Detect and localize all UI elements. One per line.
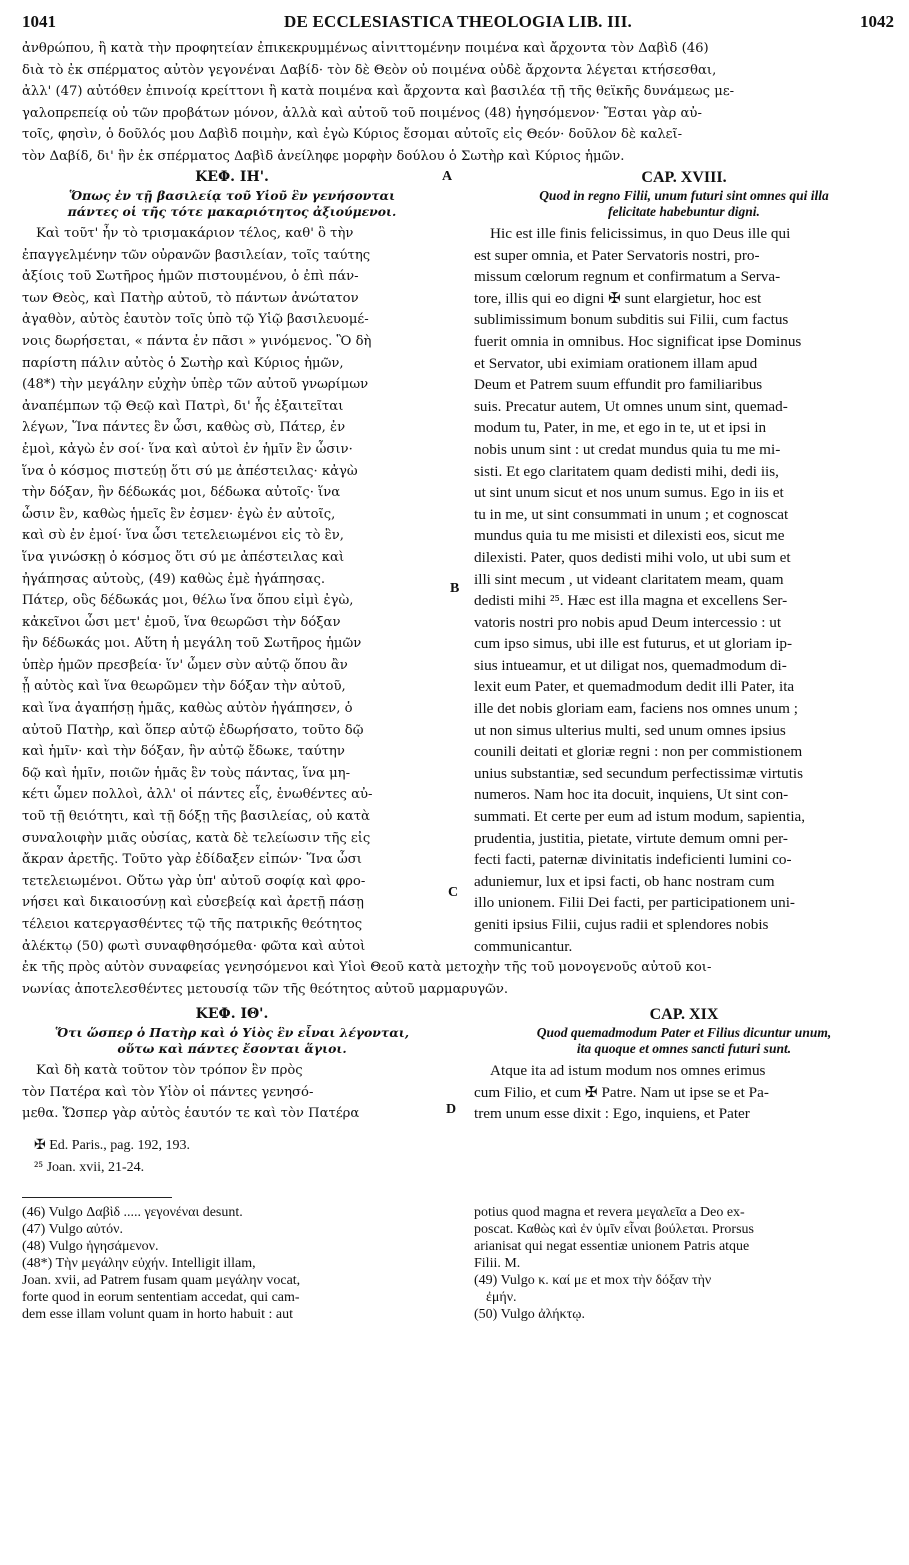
text-line: illi sint mecum , ut videant claritatem meam, quam: [474, 570, 784, 588]
text-line: ut sint unum sicut et nos unum sumus. Ego in iis et: [474, 484, 784, 502]
footnote: (48*) Τὴν μεγάλην εὐχήν. Intelligit illam,: [22, 1255, 256, 1271]
text-line: των Θεὸς, καὶ Πατὴρ αὐτοῦ, τὸ πάντων ἀνώτατον: [22, 290, 359, 306]
text-line: Καὶ δὴ κατὰ τοῦτον τὸν τρόπον ἓν πρὸς: [36, 1063, 303, 1079]
text-line: geniti ipsius Filii, cujus radii et splendores nobis: [474, 916, 769, 933]
section-18: [22, 167, 894, 957]
text-line: καὶ ἡμῖν· καὶ τὴν δόξαν, ἣν αὐτῷ ἔδωκε, ταύτην: [22, 744, 345, 760]
latin-column-19: [474, 1004, 894, 1179]
footnote: Filii. M.: [474, 1255, 521, 1271]
footnote: ἐμήν.: [486, 1289, 517, 1305]
text-line: κέτι ὦμεν πολλοὶ, ἀλλ' οἱ πάντες εἷς, ἑνωθέντες αὐ-: [22, 787, 373, 803]
running-header: [22, 6, 894, 36]
text-line: mundus quia tu me misisti et dilexisti eos, sicut me: [474, 527, 785, 545]
text-line: τοῖς, φησὶν, ὁ δοῦλός μου Δαβὶδ ποιμὴν, καὶ ἐγὼ Κύριος ἔσομαι αὐτοῖς εἰς Θεόν· δοῦλον δὲ καλεῖ-: [22, 127, 683, 142]
latin-column-18: [474, 167, 894, 957]
text-line: sius intueamur, et ut diligat nos, quemadmodum di-: [474, 656, 787, 674]
footnote: (50) Vulgo ἀλήκτῳ.: [474, 1306, 585, 1322]
text-line: Deum et Patrem suum effundit pro familiaribus: [474, 376, 763, 394]
footnote: (47) Vulgo αὐτόν.: [22, 1221, 123, 1237]
footnotes-left: [22, 1191, 442, 1323]
footnote: dem esse illam volunt quam in horto habuit : aut: [22, 1306, 294, 1322]
text-line: μεθα. Ὥσπερ γὰρ αὐτὸς ἑαυτόν τε καὶ τὸν Πατέρα: [22, 1106, 360, 1122]
text-line: καὶ ἵνα ἀγαπήσῃ ἡμᾶς, καθὼς αὐτὸν ἠγάπησεν, ὁ: [22, 701, 353, 717]
text-line: τὴν δόξαν, ἣν δέδωκάς μοι, δέδωκα αὐτοῖς· ἵνα: [22, 485, 341, 501]
text-line: trem unum esse dixit : Ego, inquiens, et Pater: [474, 1105, 750, 1123]
text-line: ἀλλ' (47) αὐτόθεν ἐπινοίᾳ κρείττονι ἢ κατὰ ποιμένα καὶ ἄρχοντα καὶ βασιλέα τῇ τῆς θεϊκῆς δυνάμεως με-: [22, 84, 735, 99]
latin-text-18: [474, 223, 894, 957]
text-line: ὑπὲρ ἡμῶν πρεσβεία· ἵν' ὦμεν σὺν αὐτῷ ὅπου ἂν: [22, 657, 348, 673]
text-line: (48*) τὴν μεγάλην εὐχὴν ὑπὲρ τῶν αὐτοῦ γνωρίμων: [22, 377, 369, 393]
footnote: potius quod magna et revera μεγαλεῖα a Deo ex-: [474, 1204, 745, 1220]
text-line: illo unionem. Filii Dei facti, per participationem uni-: [474, 894, 795, 912]
text-line: fuerit omnia in omnibus. Hoc significat ipse Dominus: [474, 332, 802, 350]
text-line: αὐτοῦ Πατὴρ, καὶ ὅπερ αὐτῷ ἐδωρήσατο, τοῦτο δῷ: [22, 722, 364, 738]
footnote-rule: [22, 1197, 172, 1198]
latin-text-19: [474, 1060, 894, 1125]
text-line: δῷ καὶ ἡμῖν, ποιῶν ἡμᾶς ἓν τοὺς πάντας, ἵνα μη-: [22, 765, 351, 781]
text-line: ἀξίοις τοῦ Σωτῆρος ἡμῶν πιστουμένου, ὁ ἐπὶ πάν-: [22, 269, 359, 285]
edition-notes: [22, 1135, 442, 1179]
latin-chapter-heading-19: CAP. XIX: [649, 1006, 719, 1024]
text-line: κἀκεῖνοι ὦσι μετ' ἐμοῦ, ἵνα θεωρῶσι τὴν δόξαν: [22, 614, 341, 630]
text-line: ἀνθρώπου, ἢ κατὰ τὴν προφητείαν ἐπικεκρυμμένως αἰνιττομένην ποιμένα καὶ ἄρχοντα τὸν Δαβὶδ (46): [22, 41, 709, 56]
text-line: cum ipso simus, ubi ille est futurus, et ut gloriam ip-: [474, 635, 793, 653]
text-line: ut non simus ulterius multi, sed unum omnes ipsius: [474, 721, 786, 739]
latin-chapter-summary-19: Quod quemadmodum Pater et Filius dicuntur unum, ita quoque et omnes sancti futuri sunt.: [536, 1025, 832, 1057]
text-line: νήσει καὶ δικαιοσύνῃ καὶ εὐσεβείᾳ καὶ ἀρετῇ πάσῃ: [22, 895, 364, 911]
mid-greek-block: [22, 957, 894, 1000]
text-line: cum Filio, et cum ✠ Patre. Nam ut ipse se et Pa-: [474, 1083, 769, 1101]
text-line: aduniemur, lux et ipsi facti, ob hanc nostram cum: [474, 872, 775, 890]
text-line: ἀναπέμπων τῷ Θεῷ καὶ Πατρὶ, δι' ἧς ἐξαιτεῖται: [22, 398, 344, 414]
text-line: modum tu, Pater, in me, et ego in te, ut et ipsi in: [474, 419, 767, 437]
text-line: τὸν Δαβίδ, δι' ἣν ἐκ σπέρματος Δαβὶδ ἀνείληφε μορφὴν δούλου ὁ Σωτὴρ καὶ Κύριος ἡμῶν.: [22, 148, 625, 164]
text-line: dilexisti. Pater, quos dedisti mihi volo, ut ubi sum et: [474, 548, 791, 566]
text-line: ἄκραν ἀρετῆς. Τοῦτο γὰρ ἐδίδαξεν εἰπών· Ἵνα ὦσι: [22, 852, 362, 868]
greek-chapter-heading-18: ΚΕΦ. ΙΗ'.: [195, 169, 269, 185]
footnotes-right: [474, 1191, 894, 1323]
footnote: (46) Vulgo Δαβὶδ ..... γεγονέναι desunt.: [22, 1204, 243, 1220]
text-line: sublimissimum bonum subditis sui Filii, cum factus: [474, 311, 789, 329]
edition-reference: ✠ Ed. Paris., pag. 192, 193.: [34, 1137, 190, 1153]
text-line: prudentia, justitia, pietate, virtute demum omni per-: [474, 829, 788, 847]
text-line: et Servator, ubi eximiam orationem illam apud: [474, 354, 758, 372]
page-number-right: 1042: [860, 12, 894, 31]
text-line: lexit eum Pater, et quemadmodum dedit illi Pater, ita: [474, 678, 795, 696]
text-line: tore, illis qui eo digni ✠ sunt elargietur, hoc est: [474, 289, 762, 307]
text-line: τετελειωμένοι. Οὕτω γὰρ ὑπ' αὐτοῦ σοφίᾳ καὶ φρο-: [22, 873, 366, 889]
margin-letter-a: A: [442, 169, 453, 184]
text-line: λέγων, Ἵνα πάντες ἓν ὦσι, καθὼς σὺ, Πάτερ, ἐν: [22, 420, 346, 436]
footnotes: [22, 1191, 894, 1323]
text-line: Πάτερ, οὓς δέδωκάς μοι, θέλω ἵνα ὅπου εἰμὶ ἐγὼ,: [22, 593, 354, 609]
page-number-left: 1041: [22, 12, 56, 31]
footnote: (48) Vulgo ἡγησάμενον.: [22, 1238, 159, 1254]
margin-letter-c: C: [448, 885, 459, 900]
text-line: νοις δωρήσεται, « πάντα ἐν πᾶσι » γινόμενος. Ὃ δὴ: [22, 333, 372, 349]
text-line: est super omnia, et Pater Servatoris nostri, pro-: [474, 246, 760, 264]
text-line: ᾖ αὐτὸς καὶ ἵνα θεωρῶμεν τὴν δόξαν τὴν αὐτοῦ,: [22, 679, 346, 695]
text-line: sisti. Et ego claritatem quam dedisti mihi, dedi iis,: [474, 462, 779, 480]
text-line: missum cœlorum regnum et confirmatum a Serva-: [474, 268, 781, 286]
text-line: ille det nobis gloriam eam, faciens nos omnes unum ;: [474, 700, 798, 718]
greek-column-19: [22, 1004, 442, 1179]
text-line: summati. Et certe per eum ad istum modum, sapientia,: [474, 808, 806, 826]
text-line: tu in me, ut sint consummati in unum ; et cognoscat: [474, 505, 789, 523]
text-line: τὸν Πατέρα καὶ τὸν Υἱὸν οἱ πάντες γενησό-: [22, 1084, 314, 1100]
text-line: ἐπαγγελμένην τῶν οὐρανῶν βασιλείαν, τοῖς ταύτης: [22, 247, 371, 263]
greek-chapter-heading-19: ΚΕΦ. ΙΘ'.: [195, 1006, 269, 1023]
text-line: διὰ τὸ ἐκ σπέρματος αὐτὸν γεγονέναι Δαβίδ· τὸν δὲ Θεὸν οὐ ποιμένα οὐδὲ ἄρχοντα λέγεται κτήσεσθαι,: [22, 62, 717, 78]
footnote: forte quod in eorum sententiam accedat, qui cam-: [22, 1289, 300, 1305]
top-greek-block: [22, 38, 894, 167]
text-line: nobis unum sint : ut credat mundus quia tu me mi-: [474, 440, 781, 458]
text-line: συναλοιφὴν μιᾶς οὐσίας, κατὰ δὲ τελείωσιν τῆς εἰς: [22, 830, 371, 846]
text-line: ἠγάπησας αὐτοὺς, (49) καθὼς ἐμὲ ἠγάπησας.: [22, 571, 326, 587]
text-line: ἵνα γινώσκῃ ὁ κόσμος ὅτι σύ με ἀπέστειλας καὶ: [22, 549, 345, 565]
page: [22, 6, 894, 1323]
text-line: ἀλέκτῳ (50) φωτὶ συναφθησόμεθα· φῶτα καὶ αὐτοὶ: [22, 938, 366, 954]
text-line: vatoris nostri pro nobis apud Deum intercessio : ut: [474, 613, 782, 631]
latin-chapter-summary-18: Quod in regno Filii, unum futuri sint omnes qui illa felicitate habebuntur digni.: [539, 188, 829, 219]
text-line: unius substantiæ, sed secundum perfectissimæ virtutis: [474, 764, 804, 782]
text-line: ἣν δέδωκάς μοι. Αὕτη ἡ μεγάλη τοῦ Σωτῆρος ἡμῶν: [22, 636, 362, 652]
text-line: counili deitati et gloriæ regni : non per commistionem: [474, 743, 803, 761]
greek-text-19: [22, 1060, 442, 1125]
text-line: ἐκ τῆς πρὸς αὐτὸν συναφείας γενησόμενοι καὶ Υἱοὶ Θεοῦ κατὰ μετοχὴν τῆς τοῦ μονογενοῦς αὐτοῦ κοι-: [22, 960, 712, 976]
text-line: Hic est ille finis felicissimus, in quo Deus ille qui: [490, 225, 791, 242]
text-line: ὦσιν ἓν, καθὼς ἡμεῖς ἓν ἐσμεν· ἐγὼ ἐν αὐτοῖς,: [22, 506, 336, 522]
text-line: communicantur.: [474, 937, 573, 955]
text-line: fecti facti, paternæ divinitatis indeficienti lumini co-: [474, 851, 792, 869]
greek-column-18: [22, 167, 442, 957]
greek-text-18: [22, 223, 442, 957]
text-line: Καὶ τοῦτ' ἦν τὸ τρισμακάριον τέλος, καθ' ὃ τὴν: [36, 226, 354, 241]
footnote: Joan. xvii, ad Patrem fusam quam μεγάλην vocat,: [22, 1272, 301, 1288]
text-line: νωνίας ἀποτελεσθέντες μετουσίᾳ τῶν τῆς θεότητος αὐτοῦ μαρμαρυγῶν.: [22, 981, 509, 997]
text-line: Atque ita ad istum modum nos omnes erimus: [490, 1062, 766, 1080]
text-line: ἵνα ὁ κόσμος πιστεύῃ ὅτι σύ με ἀπέστειλας· κἀγὼ: [22, 463, 358, 479]
footnote: poscat. Καθὼς καὶ ἐν ὑμῖν εἶναι βούλεται. Prorsus: [474, 1221, 754, 1237]
text-line: ἐμοὶ, κἀγὼ ἐν σοί· ἵνα καὶ αὐτοὶ ἐν ἡμῖν ἓν ὦσιν·: [22, 441, 353, 457]
text-line: καὶ σὺ ἐν ἐμοί· ἵνα ὦσι τετελειωμένοι εἰς τὸ ἓν,: [22, 528, 344, 544]
footnote: (49) Vulgo κ. καί με et mox τὴν δόξαν τὴν: [474, 1272, 712, 1288]
footnote: arianisat qui negat essentiæ unionem Patris atque: [474, 1238, 750, 1254]
latin-chapter-heading-18: CAP. XVIII.: [641, 169, 727, 186]
text-line: numeros. Nam hoc ita docuit, inquiens, Ut sint con-: [474, 786, 789, 804]
running-title: DE ECCLESIASTICA THEOLOGIA LIB. III.: [284, 12, 632, 31]
text-line: γαλοπρεπείᾳ οὐ τῶν προβάτων μόνον, ἀλλὰ καὶ αὐτοῦ τοῦ ποιμένος (48) ἡγησόμενον· Ἔσται γὰρ αὐ-: [22, 105, 702, 121]
greek-chapter-summary-19: Ὅτι ὥσπερ ὁ Πατὴρ καὶ ὁ Υἱὸς ἓν εἶναι λέγονται, οὕτω καὶ πάντες ἔσονται ἅγιοι.: [54, 1025, 410, 1057]
margin-letter-d: D: [446, 1102, 457, 1118]
text-line: suis. Precatur autem, Ut omnes unum sint, quemad-: [474, 397, 788, 415]
text-line: τέλειοι κατεργασθέντες τῷ τῆς πατρικῆς θεότητος: [22, 917, 363, 932]
text-line: τοῦ τῇ θειότητι, καὶ τῇ δόξῃ τῆς βασιλείας, οὐ κατὰ: [22, 809, 370, 825]
margin-letter-b: B: [450, 581, 460, 596]
text-line: παρίστη πάλιν αὐτὸς ὁ Σωτὴρ καὶ Κύριος ἡμῶν,: [22, 355, 344, 371]
greek-chapter-summary-18: Ὅπως ἐν τῇ βασιλείᾳ τοῦ Υἱοῦ ἓν γενήσονται πάντες οἱ τῆς τότε μακαριότητος ἀξιούμενοι.: [67, 188, 397, 219]
text-line: dedisti mihi ²⁵. Hæc est illa magna et excellens Ser-: [474, 592, 788, 610]
scripture-reference: ²⁵ Joan. xvii, 21-24.: [34, 1159, 145, 1175]
section-19: [22, 1004, 894, 1179]
text-line: ἀγαθὸν, αὐτὸς ἑαυτὸν τοῖς ὑπὸ τῷ Υἱῷ βασιλευομέ-: [22, 312, 369, 328]
